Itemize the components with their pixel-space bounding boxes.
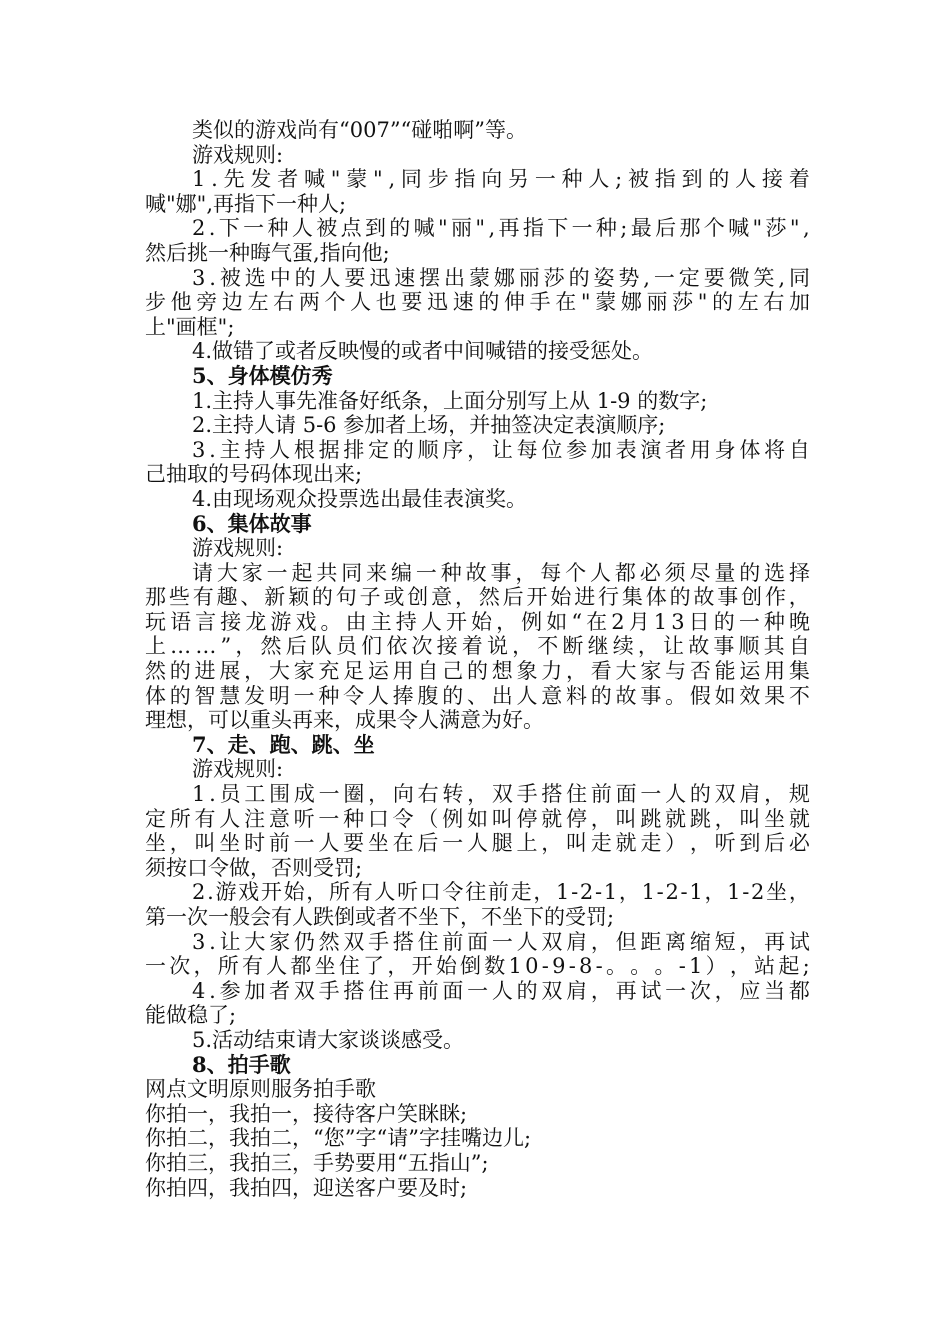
text-line: 上"画框"; [145,314,235,339]
text-line: 玩 语 言 接 龙 游 戏 。 由 主 持 人 开 始 ， 例 如 “ 在 2 月 1 3 日 的 一 种 晚 [145,609,810,634]
document-page [145,118,810,1200]
text-line: 然后挑一种晦气蛋,指向他; [145,240,390,265]
section-heading: 8、拍手歌 [192,1052,291,1077]
text-line: 4.做错了或者反映慢的或者中间喊错的接受惩处。 [192,339,654,364]
section-heading: 5、身体模仿秀 [192,363,333,388]
text-line: 你拍四，我拍四，迎送客户要及时; [145,1175,468,1200]
text-line: 游戏规则: [192,142,284,167]
text-line: 1.主持人事先准备好纸条，上面分别写上从 1-9 的数字; [192,388,708,413]
text-line: 游戏规则: [192,536,284,561]
text-line: 2 . 下 一 种 人 被 点 到 的 喊 " 丽 " , 再 指 下 一 种 ; 最 后 那 个 喊 " 莎 " , [192,216,810,241]
text-line: 体 的 智 慧 发 明 一 种 令 人 捧 腹 的 、 出 人 意 料 的 故 事 。 假 如 效 果 不 [145,683,810,708]
text-line: 上 … … ” ， 然 后 队 员 们 依 次 接 着 说 ， 不 断 继 续 ， 让 故 事 顺 其 自 [145,634,810,659]
text-line: 网点文明原则服务拍手歌 [145,1077,376,1102]
text-line: 你拍一，我拍一，接待客户笑眯眯; [145,1101,468,1126]
text-line: 4.由现场观众投票选出最佳表演奖。 [192,486,528,511]
text-line: 3 . 让 大 家 仍 然 双 手 搭 住 前 面 一 人 双 肩 ， 但 距 离 缩 短 ， 再 试 [192,929,810,954]
text-line: 能做稳了; [145,1003,237,1028]
text-line: 2.主持人请 5-6 参加者上场，并抽签决定表演顺序; [192,413,666,438]
section-heading: 7、走、跑、跳、坐 [192,732,375,757]
text-line: 请 大 家 一 起 共 同 来 编 一 种 故 事 ， 每 个 人 都 必 须 尽 量 的 选 择 [192,560,810,585]
text-line: 步 他 旁 边 左 右 两 个 人 也 要 迅 速 的 伸 手 在 " 蒙 娜 丽 莎 " 的 左 右 加 [145,290,810,315]
text-line: 1 . 员 工 围 成 一 圈 ， 向 右 转 ， 双 手 搭 住 前 面 一 人 的 双 肩 ， 规 [192,782,810,807]
text-line: 2 . 游 戏 开 始 ， 所 有 人 听 口 令 往 前 走 ， 1 - 2 - 1 ， 1 - 2 - 1 ， 1 - 2 坐 ， [192,880,810,905]
text-line: 1 . 先 发 者 喊 " 蒙 " , 同 步 指 向 另 一 种 人 ; 被 指 到 的 人 接 着 [192,167,810,192]
text-line: 喊"娜",再指下一种人; [145,191,347,216]
text-line: 3 . 主 持 人 根 据 排 定 的 顺 序 ， 让 每 位 参 加 表 演 者 用 身 体 将 自 [192,437,810,462]
text-line: 坐 ， 叫 坐 时 前 一 人 要 坐 在 后 一 人 腿 上 ， 叫 走 就 走 ） ， 听 到 后 必 [145,831,810,856]
text-line: 类似的游戏尚有“007”“碰啪啊”等。 [192,118,528,142]
text-line: 须按口令做，否则受罚; [145,855,363,880]
text-line: 3 . 被 选 中 的 人 要 迅 速 摆 出 蒙 娜 丽 莎 的 姿 势 , 一 定 要 微 笑 , 同 [192,265,810,290]
text-line: 你拍二，我拍二，“您”字“请”字挂嘴边儿; [145,1126,532,1151]
text-line: 一 次 ， 所 有 人 都 坐 住 了 ， 开 始 倒 数 1 0 - 9 - 8 - 。 。 。 - 1 ） ， 站 起 ; [145,954,810,979]
text-line: 游戏规则: [192,757,284,782]
text-line: 己抽取的号码体现出来; [145,462,363,487]
text-line: 你拍三，我拍三，手势要用“五指山”; [145,1150,489,1175]
text-line: 5.活动结束请大家谈谈感受。 [192,1027,465,1052]
section-heading: 6、集体故事 [192,511,312,536]
text-line: 定 所 有 人 注 意 听 一 种 口 令 （ 例 如 叫 停 就 停 ， 叫 跳 就 跳 ， 叫 坐 就 [145,806,810,831]
text-line: 理想，可以重头再来，成果令人满意为好。 [145,708,544,733]
text-line: 然 的 进 展 ， 大 家 充 足 运 用 自 己 的 想 象 力 ， 看 大 家 与 否 能 运 用 集 [145,659,810,684]
text-line: 4 . 参 加 者 双 手 搭 住 再 前 面 一 人 的 双 肩 ， 再 试 一 次 ， 应 当 都 [192,978,810,1003]
text-line: 那 些 有 趣 、 新 颖 的 句 子 或 创 意 ， 然 后 开 始 进 行 集 体 的 故 事 创 作 ， [145,585,810,610]
text-line: 第一次一般会有人跌倒或者不坐下，不坐下的受罚; [145,905,615,929]
